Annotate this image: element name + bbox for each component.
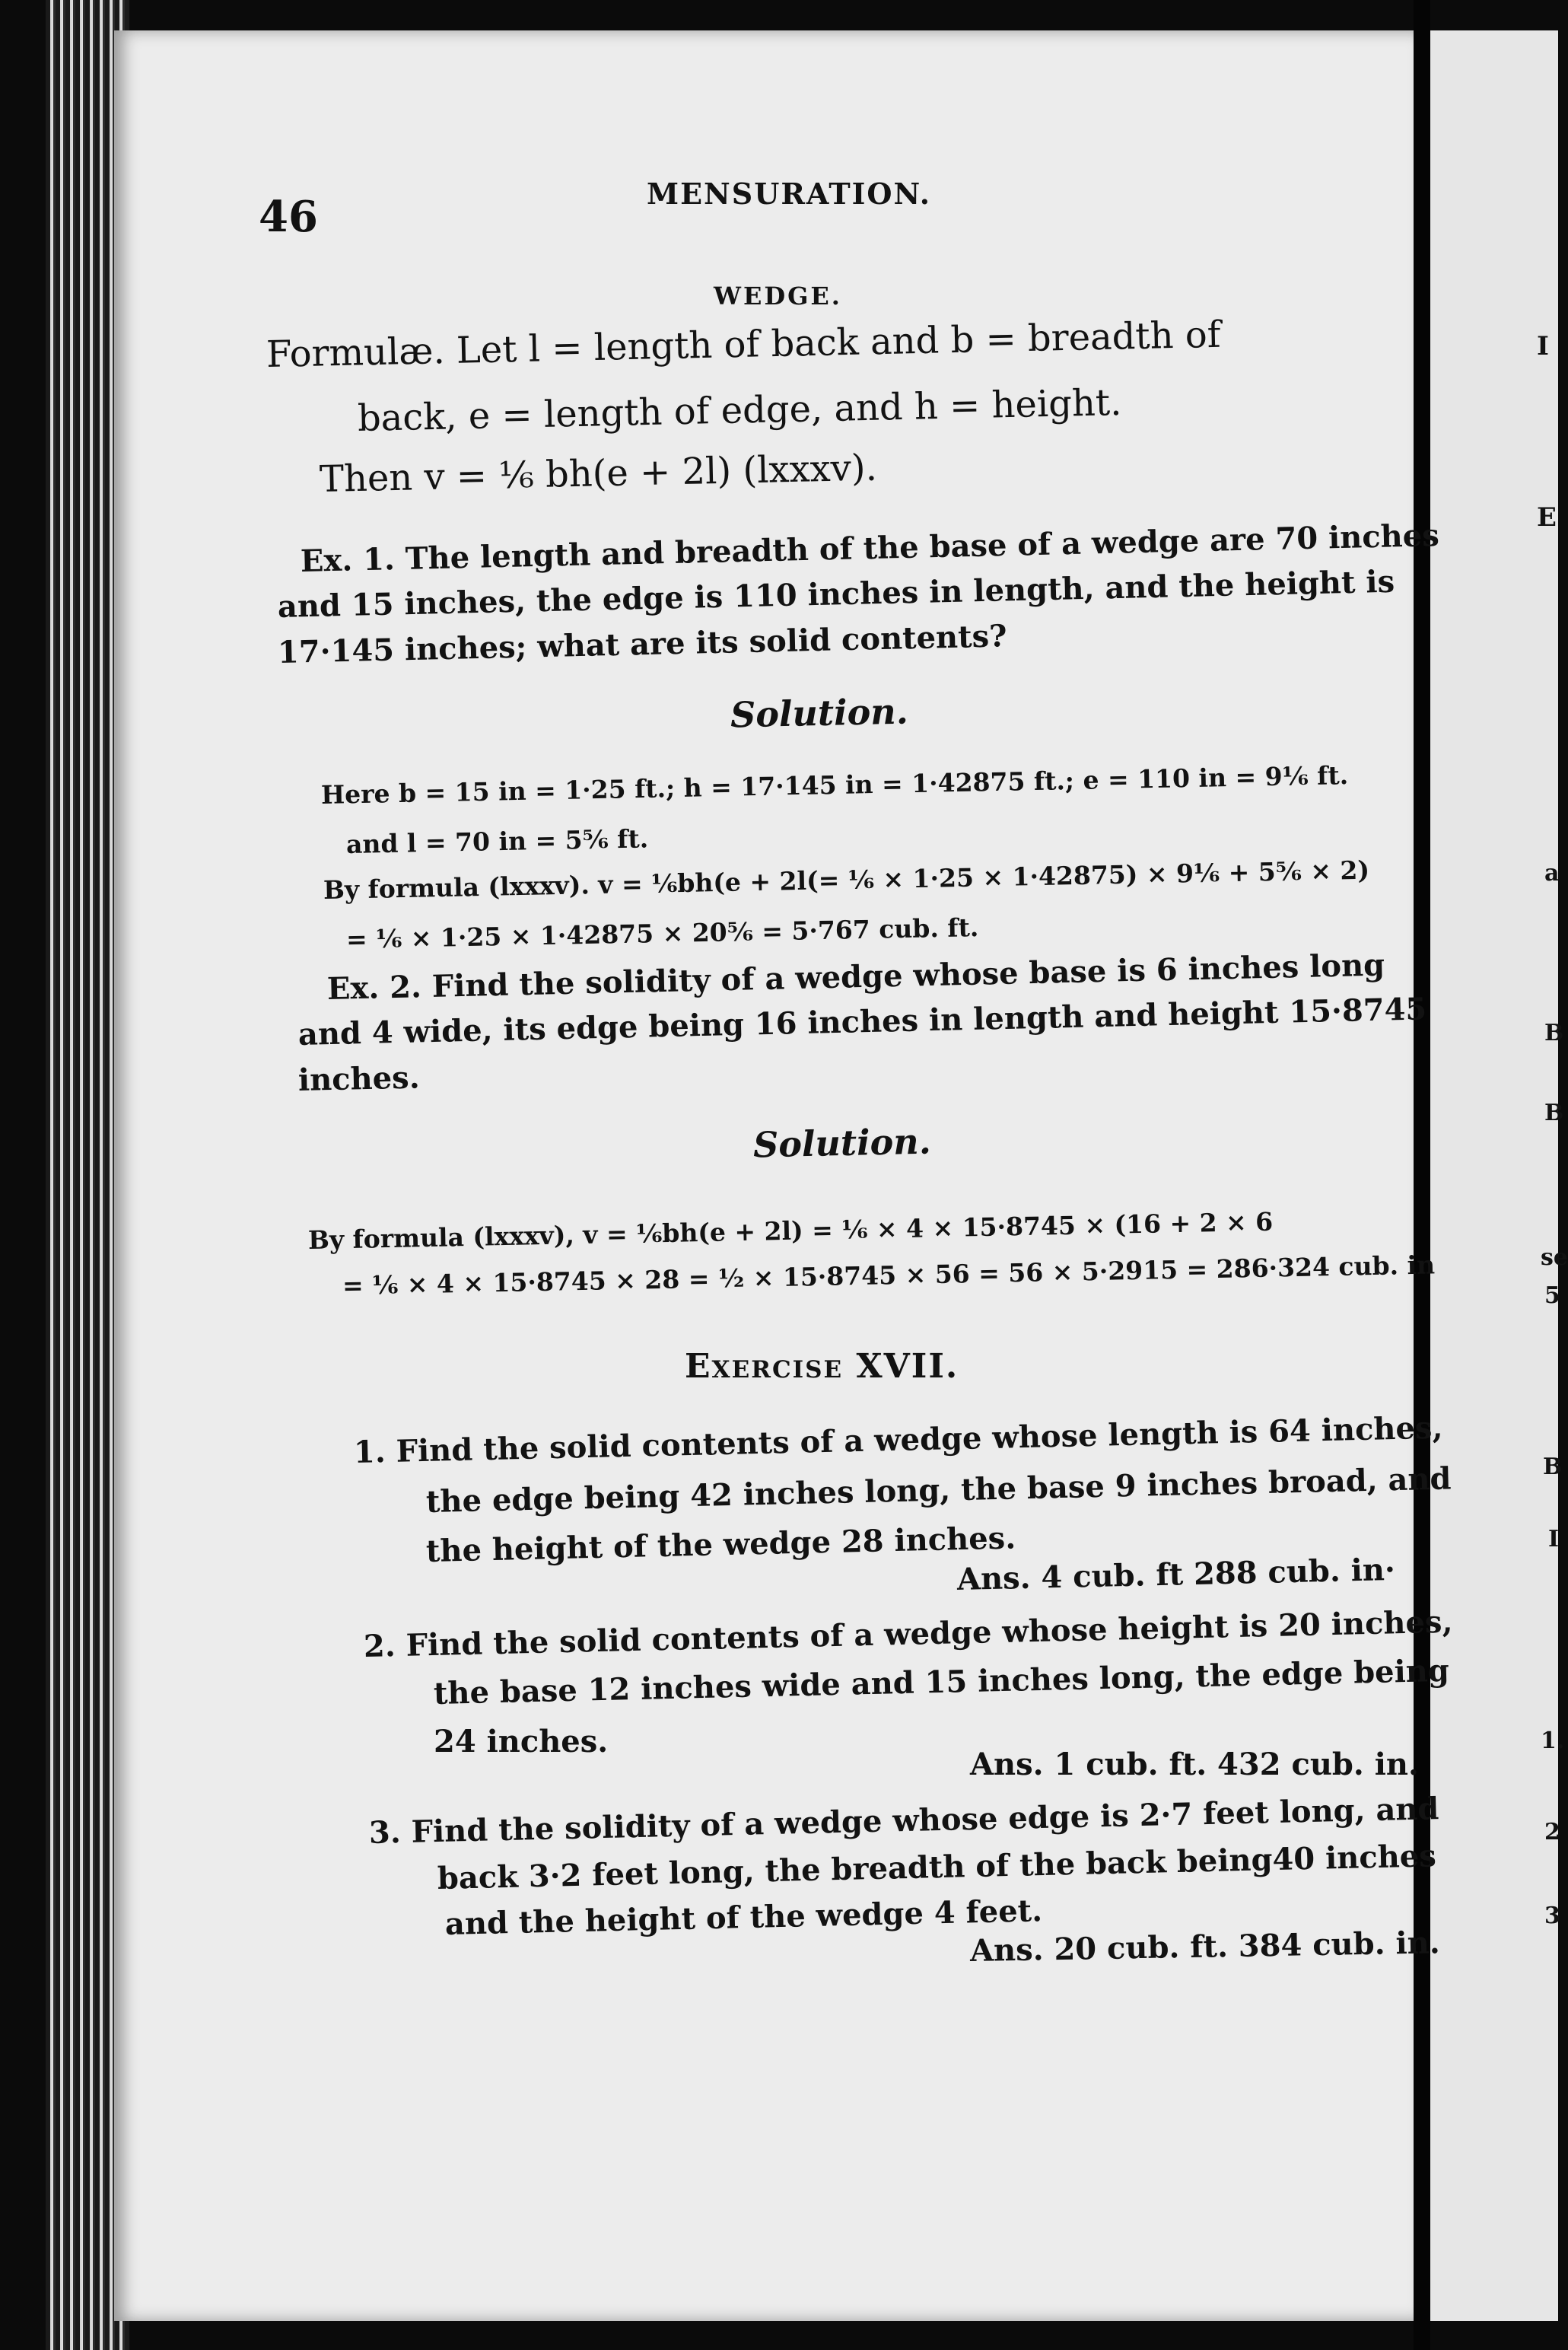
example-1-line-1: Ex. 1. The length and breadth of the base of a wedge are 70 inches — [300, 517, 1440, 579]
adjacent-fragment: I — [1548, 1526, 1560, 1552]
question-2-answer: Ans. 1 cub. ft. 432 cub. in. — [970, 1747, 1419, 1782]
question-1-answer: Ans. 4 cub. ft 288 cub. in· — [956, 1551, 1396, 1597]
running-head: MENSURATION. — [647, 177, 932, 211]
question-2-line-3: 24 inches. — [434, 1724, 609, 1759]
exercise-heading: Exercise XVII. — [685, 1347, 959, 1386]
example-2-line-3: inches. — [297, 1059, 421, 1098]
solution-heading-2: Solution. — [752, 1120, 932, 1166]
adjacent-fragment: se — [1541, 1244, 1568, 1271]
question-2-line-2: the base 12 inches wide and 15 inches long, the edge being — [433, 1652, 1450, 1712]
adjacent-fragment: 5 — [1544, 1282, 1560, 1309]
adjacent-fragment: a — [1544, 860, 1560, 887]
adjacent-fragment: B — [1544, 1020, 1564, 1046]
solution-heading-1: Solution. — [730, 690, 909, 736]
adjacent-page — [1430, 30, 1568, 2321]
example-1-calc-4: = ⅙ × 1·25 × 1·42875 × 20⅚ = 5·767 cub. ft. — [345, 912, 979, 954]
question-2-line-1: 2. Find the solid contents of a wedge whose height is 20 inches, — [363, 1603, 1453, 1664]
question-1-line-3: the height of the wedge 28 inches. — [425, 1520, 1016, 1569]
question-3-line-1: 3. Find the solidity of a wedge whose edge is 2·7 feet long, and — [368, 1791, 1439, 1851]
formulae-line-3: Then v = ⅙ bh(e + 2l) (lxxxv). — [319, 446, 878, 501]
adjacent-fragment: B — [1544, 1100, 1564, 1126]
example-1-calc-1: Here b = 15 in = 1·25 ft.; h = 17·145 in = 1·42875 ft.; e = 110 in = 9⅙ ft. — [320, 760, 1349, 810]
book-gutter — [1414, 0, 1430, 2350]
example-1-calc-2: and l = 70 in = 5⅚ ft. — [345, 823, 649, 859]
question-3-line-3: and the height of the wedge 4 feet. — [444, 1893, 1043, 1942]
adjacent-fragment: 2 — [1544, 1819, 1560, 1845]
formulae-line-2: back, e = length of edge, and h = height. — [357, 381, 1122, 440]
page-number: 46 — [259, 192, 318, 242]
example-2-calc-2: = ⅙ × 4 × 15·8745 × 28 = ½ × 15·8745 × 56 = 56 × 5·2915 = 286·324 cub. in — [342, 1250, 1436, 1301]
question-1-line-2: the edge being 42 inches long, the base 9 inches broad, and — [425, 1460, 1452, 1520]
example-1-calc-3: By formula (lxxxv). v = ⅙bh(e + 2l(= ⅙ × 1·25 × 1·42875) × 9⅙ + 5⅚ × 2) — [323, 855, 1370, 905]
example-1-line-3: 17·145 inches; what are its solid contents? — [277, 618, 1008, 670]
adjacent-fragment: I — [1537, 331, 1549, 361]
example-1-line-2: and 15 inches, the edge is 110 inches in length, and the height is — [277, 563, 1395, 625]
question-3-answer: Ans. 20 cub. ft. 384 cub. in. — [969, 1925, 1441, 1969]
example-2-line-2: and 4 wide, its edge being 16 inches in length and height 15·8745 — [297, 991, 1427, 1052]
adjacent-fragment: E — [1537, 502, 1557, 533]
adjacent-fragment: 1. — [1541, 1727, 1565, 1754]
formulae-line-1: Formulæ. Let l = length of back and b = breadth of — [266, 313, 1222, 376]
example-2-line-1: Ex. 2. Find the solidity of a wedge whose base is 6 inches long — [326, 947, 1385, 1007]
adjacent-fragment: B — [1543, 1454, 1563, 1480]
adjacent-fragment: 3 — [1544, 1903, 1560, 1929]
question-1-line-1: 1. Find the solid contents of a wedge whose length is 64 inches, — [353, 1409, 1443, 1470]
example-2-calc-1: By formula (lxxxv), v = ⅙bh(e + 2l) = ⅙ × 4 × 15·8745 × (16 + 2 × 6 — [307, 1206, 1274, 1255]
section-title: WEDGE. — [714, 282, 842, 310]
question-3-line-2: back 3·2 feet long, the breadth of the back being40 inches — [437, 1838, 1437, 1896]
